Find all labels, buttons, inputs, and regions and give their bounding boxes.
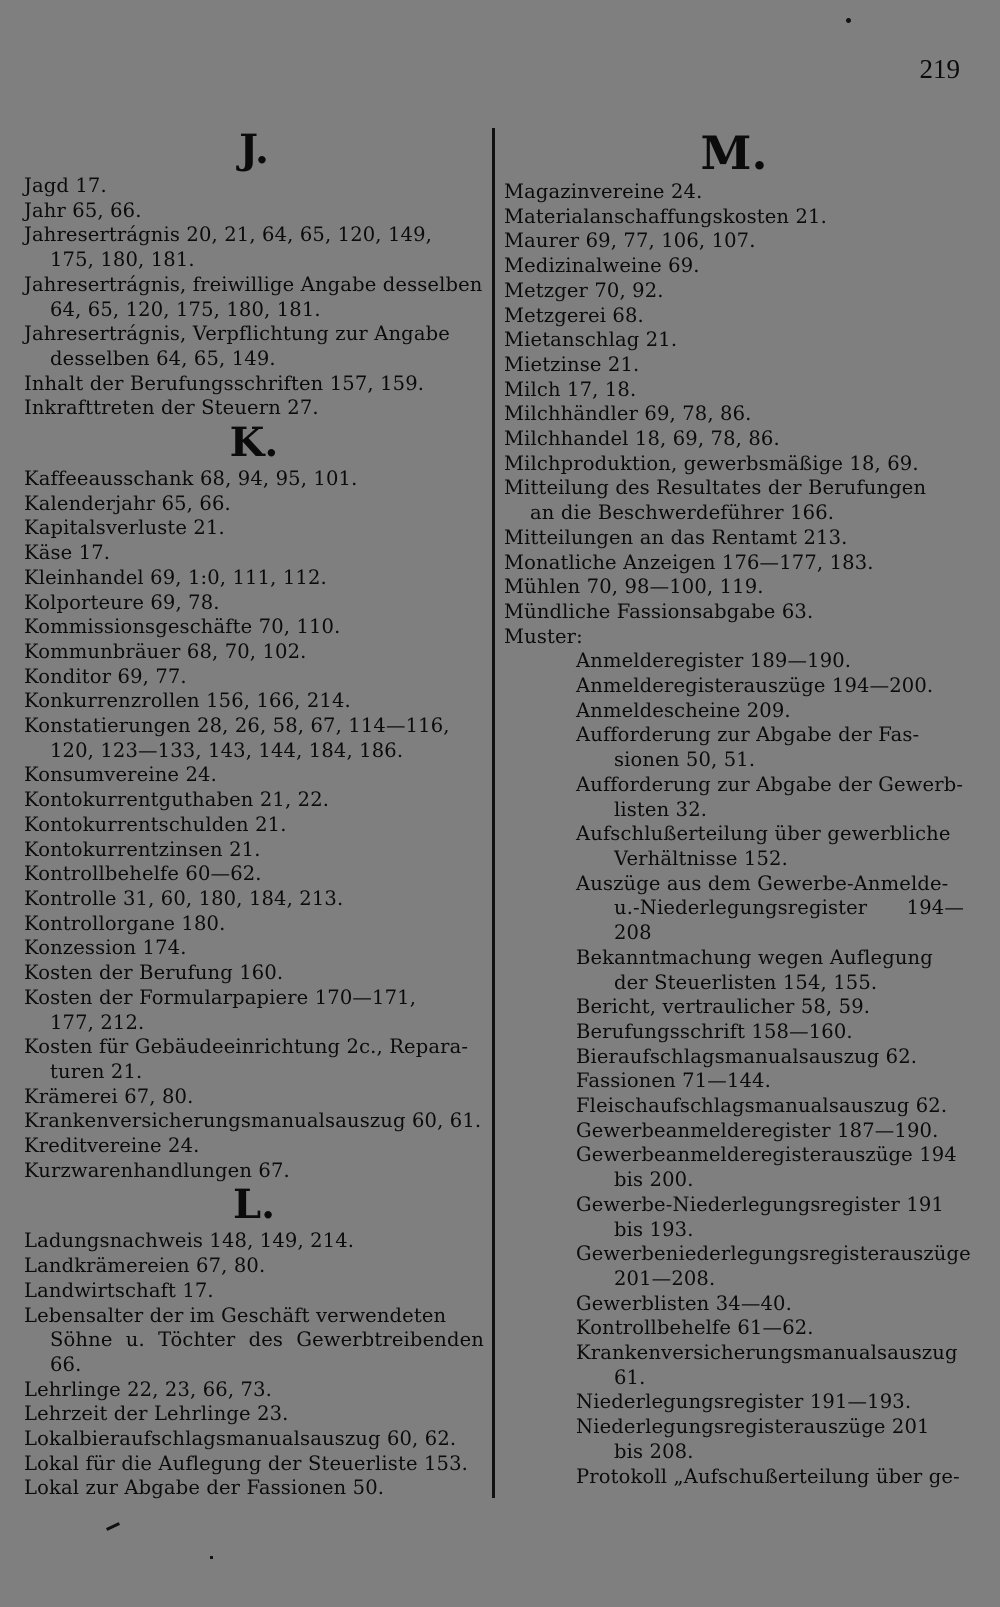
index-entry [24, 1378, 484, 1403]
index-entry-line: Kontrollbehelfe 61—62. [576, 1316, 814, 1340]
index-entry-continuation: Verhältnisse 152. [614, 846, 788, 870]
index-entry [576, 1415, 964, 1464]
index-entry [576, 1316, 964, 1341]
index-entry-line: Fassionen 71—144. [576, 1069, 771, 1093]
section-m-entries [504, 180, 964, 649]
index-entry [24, 640, 484, 665]
index-entry [576, 773, 964, 822]
index-entry [24, 1279, 484, 1304]
index-entry-line: Inhalt der Berufungsschriften 157, 159. [24, 371, 425, 395]
index-entry-line: Mündliche Fassionsabgabe 63. [504, 599, 814, 623]
index-entry-continuation: 120, 123—133, 143, 144, 184, 186. [50, 738, 404, 762]
index-entry [504, 254, 964, 279]
index-entry-line: Lehrlinge 22, 23, 66, 73. [24, 1377, 273, 1401]
index-entry-line: Konsumvereine 24. [24, 763, 217, 787]
index-entry-line: Krämerei 67, 80. [24, 1084, 194, 1108]
index-entry-line: Kolporteure 69, 78. [24, 590, 220, 614]
index-entry-line: Landkrämereien 67, 80. [24, 1254, 266, 1278]
index-entry-line: Gewerblisten 34—40. [576, 1291, 792, 1315]
index-entry [24, 763, 484, 788]
index-entry-line: Bekanntmachung wegen Auflegung [576, 945, 933, 969]
index-entry-line: Jahresertrágnis, freiwillige Angabe desselben [24, 272, 483, 296]
index-entry-line: Monatliche Anzeigen 176—177, 183. [504, 550, 874, 574]
index-entry [24, 467, 484, 492]
index-entry-line: Gewerbeniederlegungsregisterauszüge [576, 1242, 971, 1266]
index-entry-line: Niederlegungsregister 191—193. [576, 1390, 912, 1414]
index-entry [504, 378, 964, 403]
index-entry [24, 1134, 484, 1159]
index-entry [504, 353, 964, 378]
print-speck [846, 18, 851, 23]
index-entry [576, 723, 964, 772]
index-entry [24, 1452, 484, 1477]
index-entry [24, 199, 484, 224]
page-number: 219 [919, 54, 960, 84]
index-entry [24, 1304, 484, 1378]
index-entry-line: Gewerbe-Niederlegungsregister 191 [576, 1192, 944, 1216]
index-entry-continuation: bis 193. [614, 1217, 694, 1241]
index-entry-line: Krankenversicherungsmanualsauszug [576, 1341, 958, 1365]
index-entry [576, 872, 964, 946]
index-entry-line: Muster: [504, 624, 583, 648]
index-entry-line: Landwirtschaft 17. [24, 1278, 214, 1302]
section-letter-j: J. [239, 126, 269, 173]
index-entry [504, 402, 964, 427]
index-entry-line: Mitteilung des Resultates der Berufungen [504, 476, 927, 500]
index-entry [24, 1229, 484, 1254]
index-entry-line: Kommissionsgeschäfte 70, 110. [24, 615, 341, 639]
index-entry [24, 1159, 484, 1184]
index-entry [504, 328, 964, 353]
index-entry-line: Mietzinse 21. [504, 352, 640, 376]
index-entry [576, 1094, 964, 1119]
section-j-entries [24, 174, 484, 421]
index-entry-line: Kosten der Berufung 160. [24, 961, 284, 985]
index-entry [24, 591, 484, 616]
index-entry-line: Kontokurrentguthaben 21, 22. [24, 788, 330, 812]
index-entry [24, 1085, 484, 1110]
index-entry-line: Protokoll „Aufschußerteilung über ge- [576, 1464, 960, 1488]
index-entry [24, 566, 484, 591]
index-entry [576, 822, 964, 871]
index-entry-continuation: u.-Niederlegungsregister 194—208 [614, 896, 964, 945]
index-entry-line: Jahr 65, 66. [24, 198, 142, 222]
index-entry-continuation: der Steuerlisten 154, 155. [614, 970, 878, 994]
index-entry-line: Kurzwarenhandlungen 67. [24, 1158, 290, 1182]
muster-subentries [504, 649, 971, 1489]
index-entry-line: Kreditvereine 24. [24, 1134, 200, 1158]
index-entry [504, 476, 964, 525]
index-entry [24, 912, 484, 937]
index-entry [24, 1427, 484, 1452]
index-entry [504, 304, 964, 329]
index-entry [24, 1476, 484, 1501]
index-entry-line: Jahresertrágnis, Verpflichtung zur Angabe [24, 322, 450, 346]
index-entry-line: Kontrollorgane 180. [24, 911, 226, 935]
index-entry [24, 174, 484, 199]
index-entry-line: Kommunbräuer 68, 70, 102. [24, 639, 307, 663]
index-entry-line: Jahresertrágnis 20, 21, 64, 65, 120, 149, [24, 223, 433, 247]
section-letter-m: M. [700, 126, 768, 180]
index-entry [576, 1390, 964, 1415]
index-entry [24, 961, 484, 986]
index-entry [504, 279, 964, 304]
index-entry-line: Inkrafttreten der Steuern 27. [24, 396, 319, 420]
index-entry-continuation: listen 32. [614, 797, 708, 821]
index-entry-line: Auszüge aus dem Gewerbe-Anmelde- [576, 871, 949, 895]
index-entry-continuation: turen 21. [50, 1059, 143, 1083]
index-entry [24, 838, 484, 863]
right-column [504, 126, 971, 1489]
column-divider [492, 128, 495, 1498]
index-entry [504, 180, 964, 205]
index-entry [24, 689, 484, 714]
index-entry-line: Kalenderjahr 65, 66. [24, 491, 231, 515]
index-entry [24, 516, 484, 541]
index-entry [24, 714, 484, 763]
index-entry-line: Lokalbieraufschlagsmanualsauszug 60, 62. [24, 1427, 457, 1451]
index-entry-line: Anmelderegister 189—190. [576, 649, 852, 673]
index-entry-continuation: bis 200. [614, 1168, 694, 1192]
index-entry-line: Lehrzeit der Lehrlinge 23. [24, 1402, 289, 1426]
index-entry-line: Konkurrenzrollen 156, 166, 214. [24, 689, 351, 713]
index-entry [576, 995, 964, 1020]
index-entry-continuation: Söhne u. Töchter des Gewerbtreibenden 66. [50, 1328, 484, 1376]
index-entry [24, 1109, 484, 1134]
index-entry [24, 273, 484, 322]
index-entry-line: Niederlegungsregisterauszüge 201 [576, 1415, 930, 1439]
index-entry [576, 1045, 964, 1070]
index-entry [24, 492, 484, 517]
index-entry [576, 1242, 971, 1291]
index-entry [24, 1254, 484, 1279]
section-l-entries [24, 1229, 484, 1501]
section-letter-k: K. [229, 419, 279, 467]
index-entry-line: Jagd 17. [24, 174, 107, 197]
index-entry-line: Aufforderung zur Abgabe der Gewerb- [576, 772, 964, 796]
index-entry [504, 229, 964, 254]
index-entry [504, 452, 964, 477]
index-entry [24, 788, 484, 813]
index-entry-line: Milch 17, 18. [504, 377, 637, 401]
index-entry [24, 665, 484, 690]
index-entry [24, 541, 484, 566]
index-entry-line: Kleinhandel 69, 1:0, 111, 112. [24, 565, 327, 589]
index-entry-line: Milchproduktion, gewerbsmäßige 18, 69. [504, 451, 919, 475]
index-entry [504, 526, 964, 551]
section-k-entries [24, 467, 484, 1183]
index-entry [504, 205, 964, 230]
index-entry-continuation: 175, 180, 181. [50, 248, 195, 272]
index-entry-line: Kosten für Gebäudeeinrichtung 2c., Repara- [24, 1035, 469, 1059]
index-entry-line: Maurer 69, 77, 106, 107. [504, 229, 756, 253]
index-entry-line: Milchhandel 18, 69, 78, 86. [504, 427, 780, 451]
index-entry-line: Berufungsschrift 158—160. [576, 1019, 853, 1043]
index-entry [576, 1119, 964, 1144]
index-entry-line: Kapitalsverluste 21. [24, 516, 225, 540]
index-entry [576, 1465, 964, 1490]
index-entry-line: Lokal für die Auflegung der Steuerliste 153. [24, 1451, 469, 1475]
index-entry-line: Ladungsnachweis 148, 149, 214. [24, 1229, 355, 1253]
index-entry-line: Aufforderung zur Abgabe der Fas- [576, 723, 920, 747]
index-entry [504, 625, 964, 650]
left-column [24, 128, 484, 1501]
index-entry [24, 396, 484, 421]
index-entry [24, 322, 484, 371]
index-entry [576, 1341, 964, 1390]
index-entry-line: Anmelderegisterauszüge 194—200. [576, 674, 934, 698]
index-entry [24, 1402, 484, 1427]
section-letter-l: L. [232, 1181, 276, 1229]
index-entry-line: Lebensalter der im Geschäft verwendeten [24, 1303, 447, 1327]
index-entry-line: Medizinalweine 69. [504, 254, 700, 278]
index-entry-continuation: 61. [614, 1365, 646, 1389]
index-entry-line: Gewerbeanmelderegister 187—190. [576, 1118, 939, 1142]
index-entry-line: Mietanschlag 21. [504, 328, 678, 352]
index-entry [504, 600, 964, 625]
index-entry-line: Kontokurrentschulden 21. [24, 812, 287, 836]
index-entry-line: Kaffeeausschank 68, 94, 95, 101. [24, 467, 358, 491]
index-entry-line: Materialanschaffungskosten 21. [504, 204, 827, 228]
index-entry-line: Kontokurrentzinsen 21. [24, 837, 261, 861]
index-entry [504, 427, 964, 452]
index-entry-line: Konditor 69, 77. [24, 664, 187, 688]
index-entry [576, 1069, 964, 1094]
index-entry [576, 1020, 964, 1045]
print-mark [106, 1522, 120, 1531]
index-entry [24, 887, 484, 912]
index-entry-line: Metzger 70, 92. [504, 278, 664, 302]
index-entry-line: Kontrolle 31, 60, 180, 184, 213. [24, 886, 344, 910]
index-entry-line: Fleischaufschlagsmanualsauszug 62. [576, 1094, 948, 1118]
index-entry-line: Kontrollbehelfe 60—62. [24, 862, 262, 886]
index-entry [576, 699, 964, 724]
index-entry [24, 223, 484, 272]
index-entry-line: Lokal zur Abgabe der Fassionen 50. [24, 1476, 385, 1500]
index-entry [576, 1143, 964, 1192]
index-entry-continuation: 201—208. [614, 1266, 716, 1290]
index-entry [24, 862, 484, 887]
index-entry-line: Bieraufschlagsmanualsauszug 62. [576, 1044, 918, 1068]
index-entry-line: Magazinvereine 24. [504, 180, 703, 203]
index-entry-continuation: 177, 212. [50, 1010, 145, 1034]
index-entry-line: Krankenversicherungsmanualsauszug 60, 61. [24, 1109, 482, 1133]
index-entry-line: Kosten der Formularpapiere 170—171, [24, 985, 417, 1009]
index-entry-line: Konstatierungen 28, 26, 58, 67, 114—116, [24, 714, 450, 738]
index-entry-line: Käse 17. [24, 541, 111, 565]
index-entry-continuation: desselben 64, 65, 149. [50, 346, 276, 370]
index-entry [504, 575, 964, 600]
index-entry-line: Konzession 174. [24, 936, 187, 960]
index-entry-line: Bericht, vertraulicher 58, 59. [576, 995, 871, 1019]
index-entry-line: Metzgerei 68. [504, 303, 644, 327]
index-entry-line: Anmeldescheine 209. [576, 698, 791, 722]
index-entry [576, 674, 964, 699]
index-entry [24, 615, 484, 640]
index-entry [576, 1292, 964, 1317]
index-entry-line: Mühlen 70, 98—100, 119. [504, 575, 764, 599]
index-entry [24, 813, 484, 838]
index-entry [504, 551, 964, 576]
index-entry-continuation: bis 208. [614, 1439, 694, 1463]
index-entry-continuation: 64, 65, 120, 175, 180, 181. [50, 297, 321, 321]
index-entry [24, 372, 484, 397]
index-entry-continuation: sionen 50, 51. [614, 748, 756, 772]
index-entry [576, 1193, 964, 1242]
index-entry-line: Gewerbeanmelderegisterauszüge 194 [576, 1143, 957, 1167]
index-entry-line: Milchhändler 69, 78, 86. [504, 402, 752, 426]
index-entry-line: Mitteilungen an das Rentamt 213. [504, 525, 848, 549]
index-entry-line: Aufschlußerteilung über gewerbliche [576, 822, 951, 846]
print-mark [210, 1556, 213, 1559]
index-entry [24, 1035, 484, 1084]
index-entry-continuation: an die Beschwerdeführer 166. [530, 501, 835, 525]
index-entry [24, 936, 484, 961]
index-entry [24, 986, 484, 1035]
index-entry [576, 649, 964, 674]
index-entry [576, 946, 964, 995]
